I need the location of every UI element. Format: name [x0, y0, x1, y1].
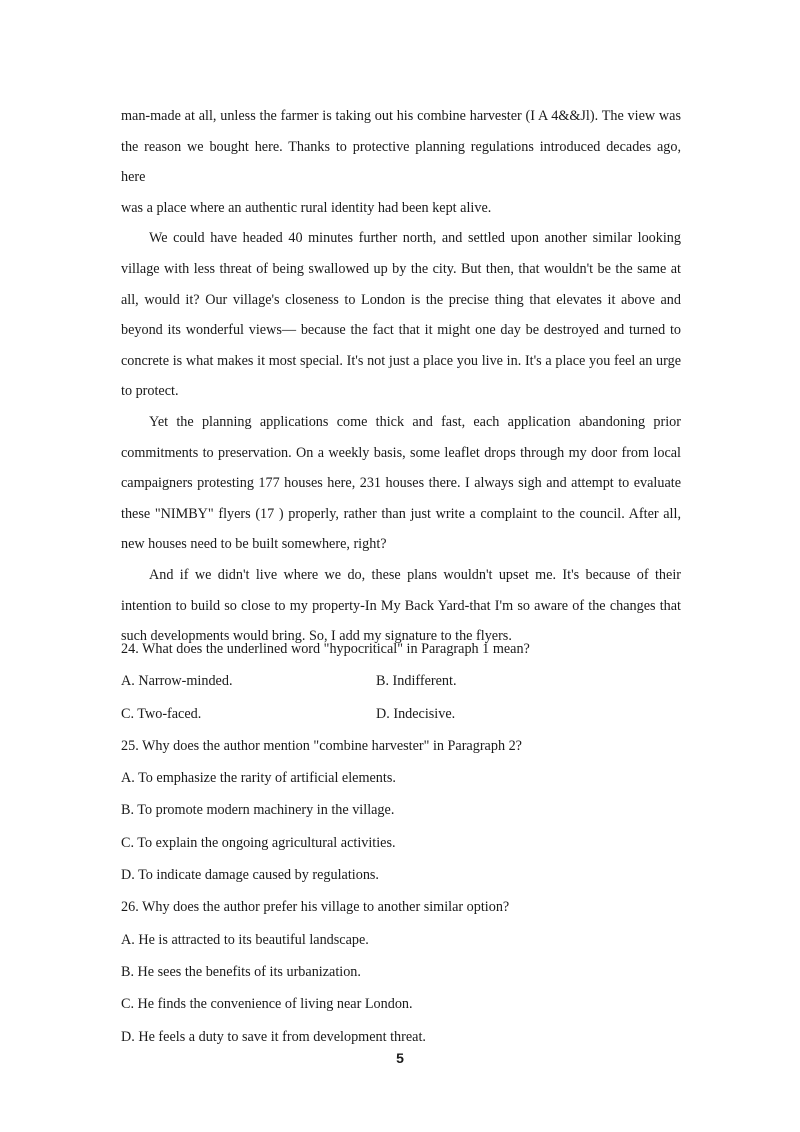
- passage-line: beyond its wonderful views— because the fact that it might one day be destroyed and turned to: [121, 322, 681, 339]
- question-stem: 25. Why does the author mention "combine harvester" in Paragraph 2?: [121, 737, 522, 754]
- passage-line: new houses need to be built somewhere, right?: [121, 536, 387, 553]
- option-row: [121, 665, 681, 697]
- option-b: B. He sees the benefits of its urbanization.: [121, 963, 361, 980]
- question-list: [121, 633, 681, 1053]
- option-a: A. He is attracted to its beautiful landscape.: [121, 931, 369, 948]
- option-d: D. To indicate damage caused by regulations.: [121, 867, 379, 884]
- passage-line: Yet the planning applications come thick and fast, each application abandoning prior: [149, 413, 681, 430]
- passage-line: And if we didn't live where we do, these plans wouldn't upset me. It's because of their: [149, 566, 681, 583]
- passage-line: campaigners protesting 177 houses here, 231 houses there. I always sigh and attempt to evaluate: [121, 475, 681, 492]
- passage-line: was a place where an authentic rural identity had been kept alive.: [121, 199, 492, 216]
- passage-line: concrete is what makes it most special. It's not just a place you live in. It's a place you feel an urge: [121, 352, 681, 369]
- passage-line: intention to build so close to my property-In My Back Yard-that I'm so aware of the changes that: [121, 597, 681, 614]
- question-26: [121, 891, 681, 1052]
- passage-line: We could have headed 40 minutes further north, and settled upon another similar looking: [149, 230, 681, 247]
- passage-paragraph: [121, 101, 681, 223]
- passage-line: village with less threat of being swallowed up by the city. But then, that wouldn't be the same at: [121, 260, 681, 277]
- option-a: A. Narrow-minded.: [121, 673, 233, 690]
- passage-line: these "NIMBY" flyers (17 ) properly, rather than just write a complaint to the council. After all,: [121, 505, 681, 522]
- option-a: A. To emphasize the rarity of artificial elements.: [121, 770, 396, 787]
- option-b: B. To promote modern machinery in the village.: [121, 802, 395, 819]
- option-row: [121, 698, 681, 730]
- passage-line: commitments to preservation. On a weekly basis, some leaflet drops through my door from local: [121, 444, 681, 461]
- passage-line: such developments would bring. So, I add my signature to the flyers.: [121, 628, 512, 645]
- question-25: [121, 730, 681, 891]
- option-d: D. He feels a duty to save it from development threat.: [121, 1028, 426, 1045]
- option-c: C. He finds the convenience of living near London.: [121, 996, 413, 1013]
- reading-passage: [121, 101, 681, 652]
- passage-paragraph: [121, 223, 681, 407]
- page-number: 5: [396, 1050, 404, 1066]
- passage-line: all, would it? Our village's closeness to London is the precise thing that elevates it above and: [121, 291, 681, 308]
- option-c: C. Two-faced.: [121, 705, 202, 722]
- passage-line: the reason we bought here. Thanks to protective planning regulations introduced decades ago, here: [121, 138, 681, 186]
- option-d: D. Indecisive.: [376, 705, 456, 722]
- question-24: [121, 633, 681, 730]
- passage-paragraph: [121, 407, 681, 560]
- passage-line: to protect.: [121, 383, 179, 400]
- question-stem: 26. Why does the author prefer his village to another similar option?: [121, 899, 510, 916]
- option-b: B. Indifferent.: [376, 673, 457, 690]
- passage-line: man-made at all, unless the farmer is taking out his combine harvester (I A 4&&Jl). The view was: [121, 108, 681, 124]
- option-c: C. To explain the ongoing agricultural activities.: [121, 834, 396, 851]
- question-stem: 24. What does the underlined word "hypocritical" in Paragraph 1 mean?: [121, 641, 530, 657]
